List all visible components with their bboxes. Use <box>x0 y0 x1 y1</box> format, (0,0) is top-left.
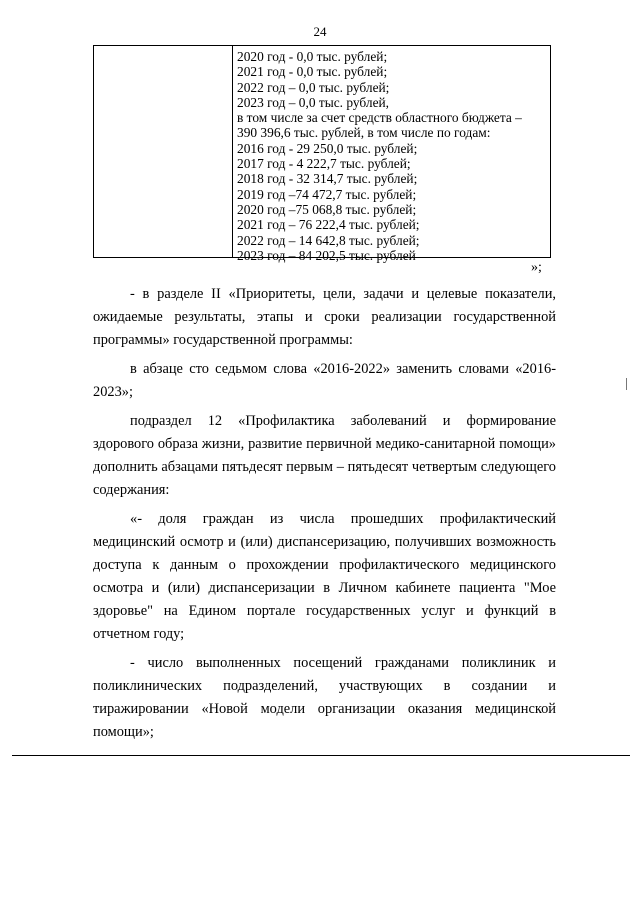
footer-rule <box>12 755 630 756</box>
budget-line: 2021 год – 76 222,4 тыс. рублей; <box>237 217 420 233</box>
paragraph-indicator-visits-count: - число выполненных посещений гражданами поликлиник и поликлинических подразделений, участвующих в создании и тиражировании «Новой модели организации оказания медицинской помощи»; <box>93 655 556 740</box>
budget-line: 390 396,6 тыс. рублей, в том числе по годам: <box>237 125 491 141</box>
document-body <box>93 283 556 744</box>
paragraph-paragraph-107-amendment: в абзаце сто седьмом слова «2016-2022» заменить словами «2016-2023»; <box>93 361 556 400</box>
budget-line: 2023 год – 0,0 тыс. рублей, <box>237 94 390 110</box>
budget-line: 2021 год - 0,0 тыс. рублей; <box>237 64 388 80</box>
budget-line: 2022 год – 14 642,8 тыс. рублей; <box>237 232 420 248</box>
table-column-divider <box>232 46 233 257</box>
margin-mark <box>626 378 627 390</box>
page-number: 24 <box>313 24 327 39</box>
budget-cell <box>237 49 547 263</box>
budget-line: 2023 год – 84 202,5 тыс. рублей <box>237 247 416 263</box>
budget-line: 2017 год - 4 222,7 тыс. рублей; <box>237 156 411 172</box>
paragraph-section-2-amendment: - в разделе II «Приоритеты, цели, задачи и целевые показатели, ожидаемые результаты, этапы и сроки реализации государственной программы» государственной программы: <box>93 286 556 348</box>
closing-quote-mark: »; <box>531 260 542 275</box>
budget-line: 2022 год – 0,0 тыс. рублей; <box>237 79 390 95</box>
budget-line: в том числе за счет средств областного бюджета – <box>237 110 522 126</box>
budget-line: 2019 год –74 472,7 тыс. рублей; <box>237 186 417 202</box>
budget-table <box>93 45 551 263</box>
budget-line: 2020 год –75 068,8 тыс. рублей; <box>237 201 417 217</box>
budget-line: 2016 год - 29 250,0 тыс. рублей; <box>237 140 418 156</box>
paragraph-subsection-12-amendment: подраздел 12 «Профилактика заболеваний и формирование здорового образа жизни, развитие первичной медико-санитарной помощи» дополнить абзацами пятьдесят первым – пятьдесят четвертым следующего содержания: <box>93 413 556 498</box>
paragraph-indicator-share-citizens: «- доля граждан из числа прошедших профилактический медицинский осмотр и (или) диспансеризацию, получивших возможность доступа к данным о прохождении профилактического медицинского осмотра и (или) диспансеризации в Личном кабинете пациента "Мое здоровье" на Едином портале государственных услуг и функций в отчетном году; <box>93 511 556 642</box>
budget-line: 2020 год - 0,0 тыс. рублей; <box>237 49 388 64</box>
budget-line: 2018 год - 32 314,7 тыс. рублей; <box>237 171 418 187</box>
